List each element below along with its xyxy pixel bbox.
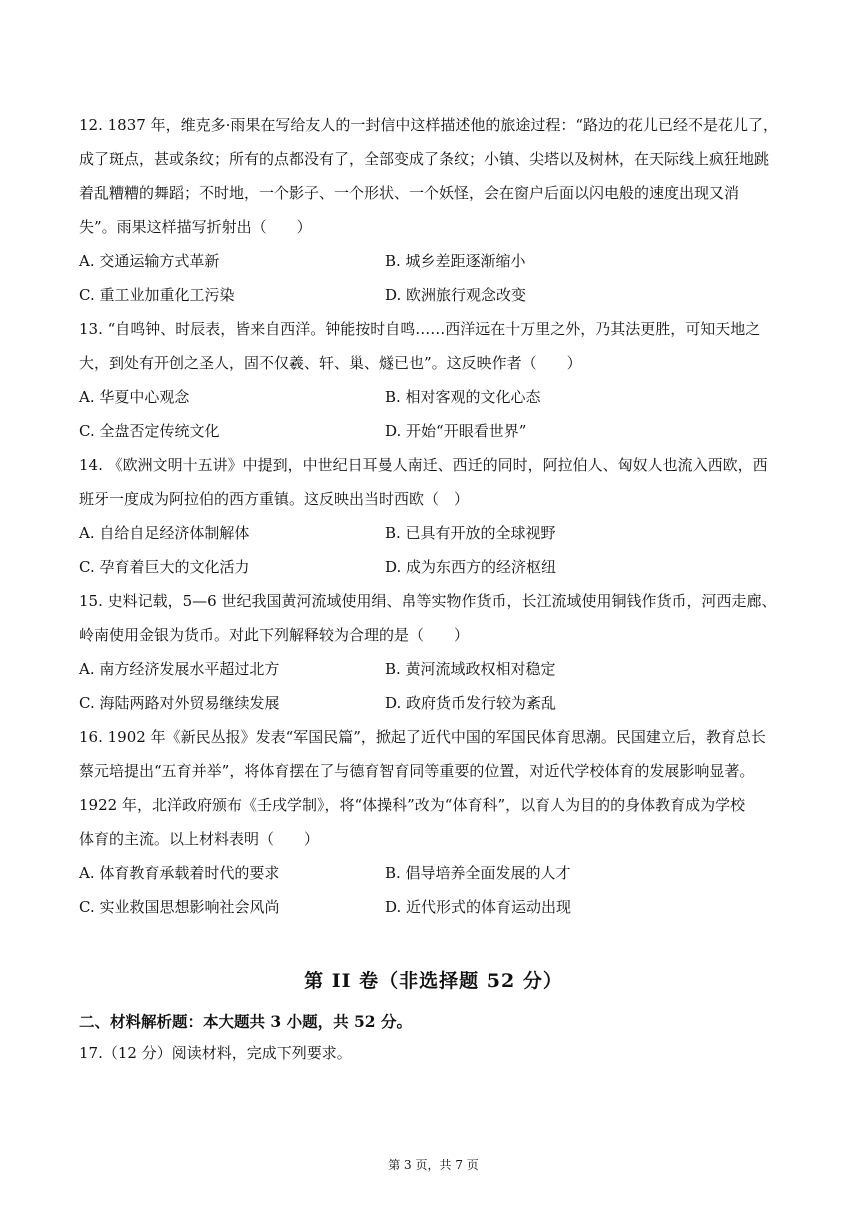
option-a: A. 自给自足经济体制解体 (79, 524, 250, 542)
options-row (79, 550, 791, 584)
option-d: D. 欧洲旅行观念改变 (385, 286, 527, 304)
part-heading: 二、材料解析题：本大题共 3 小题，共 52 分。 (79, 1012, 412, 1031)
options-row (79, 380, 791, 414)
section-title: 第 II 卷（非选择题 52 分） (304, 970, 563, 992)
question-stem (79, 584, 791, 652)
stem-line: 体育的主流。以上材料表明（ ） (79, 830, 320, 848)
option-b: B. 倡导培养全面发展的人才 (385, 864, 571, 882)
option-b: B. 已具有开放的全球视野 (385, 524, 556, 542)
option-b: B. 黄河流域政权相对稳定 (385, 660, 556, 678)
stem-line: 16. 1902 年《新民丛报》发表“军国民篇”，掀起了近代中国的军国民体育思潮。民国建立后，教育总长 (79, 728, 766, 746)
question-14 (79, 448, 791, 584)
option-d: D. 近代形式的体育运动出现 (385, 898, 572, 916)
options-row (79, 890, 791, 924)
options-row (79, 414, 791, 448)
question-17-intro: 17.（12 分）阅读材料，完成下列要求。 (79, 1044, 352, 1062)
stem-line: 14. 《欧洲文明十五讲》中提到，中世纪日耳曼人南迁、西迁的同时，阿拉伯人、匈奴人也流入西欧，西 (79, 456, 768, 474)
options-row (79, 686, 791, 720)
question-13 (79, 312, 791, 448)
option-c: C. 海陆两路对外贸易继续发展 (79, 694, 280, 712)
stem-line: 13. “自鸣钟、时辰表，皆来自西洋。钟能按时自鸣……西洋远在十万里之外，乃其法更胜，可知天地之 (79, 320, 761, 338)
stem-line: 15. 史料记载，5—6 世纪我国黄河流域使用绢、帛等实物作货币，长江流域使用铜钱作货币，河西走廊、 (79, 592, 777, 610)
option-d: D. 成为东西方的经济枢纽 (385, 558, 557, 576)
options-row (79, 856, 791, 890)
question-16 (79, 720, 791, 924)
question-stem (79, 312, 791, 380)
option-c: C. 实业救国思想影响社会风尚 (79, 898, 280, 916)
question-12 (79, 108, 791, 312)
page-footer: 第 3 页，共 7 页 (388, 1158, 479, 1172)
stem-line: 岭南使用金银为货币。对此下列解释较为合理的是（ ） (79, 626, 470, 644)
stem-line: 蔡元培提出“五育并举”，将体育摆在了与德育智育同等重要的位置，对近代学校体育的发展影响显著。 (79, 762, 755, 780)
option-d: D. 政府货币发行较为紊乱 (385, 694, 557, 712)
option-b: B. 城乡差距逐渐缩小 (385, 252, 526, 270)
option-d: D. 开始“开眼看世界” (385, 422, 527, 440)
stem-line: 班牙一度成为阿拉伯的西方重镇。这反映出当时西欧（ ） (79, 490, 470, 508)
option-a: A. 交通运输方式革新 (79, 252, 220, 270)
option-c: C. 重工业加重化工污染 (79, 286, 235, 304)
stem-line: 12. 1837 年，维克多·雨果在写给友人的一封信中这样描述他的旅途过程：“路边的花儿已经不是花儿了， (79, 116, 779, 134)
option-a: A. 体育教育承载着时代的要求 (79, 864, 280, 882)
option-b: B. 相对客观的文化心态 (385, 388, 541, 406)
question-15 (79, 584, 791, 720)
options-row (79, 278, 791, 312)
question-stem (79, 448, 791, 516)
options-row (79, 652, 791, 686)
stem-line: 着乱糟糟的舞蹈；不时地，一个影子、一个形状、一个妖怪，会在窗户后面以闪电般的速度出现又消 (79, 184, 740, 202)
stem-line: 1922 年，北洋政府颁布《壬戌学制》，将“体操科”改为“体育科”，以育人为目的的身体教育成为学校 (79, 796, 746, 814)
question-stem (79, 720, 791, 856)
stem-line: 成了斑点，甚或条纹；所有的点都没有了，全部变成了条纹；小镇、尖塔以及树林，在天际线上疯狂地跳 (79, 150, 770, 168)
options-row (79, 516, 791, 550)
option-c: C. 全盘否定传统文化 (79, 422, 220, 440)
options-row (79, 244, 791, 278)
question-stem (79, 108, 791, 244)
stem-line: 大，到处有开创之圣人，固不仅羲、轩、巢、燧已也”。这反映作者（ ） (79, 354, 582, 372)
stem-line: 失”。雨果这样描写折射出（ ） (79, 218, 312, 236)
option-c: C. 孕育着巨大的文化活力 (79, 558, 250, 576)
option-a: A. 南方经济发展水平超过北方 (79, 660, 280, 678)
option-a: A. 华夏中心观念 (79, 388, 190, 406)
